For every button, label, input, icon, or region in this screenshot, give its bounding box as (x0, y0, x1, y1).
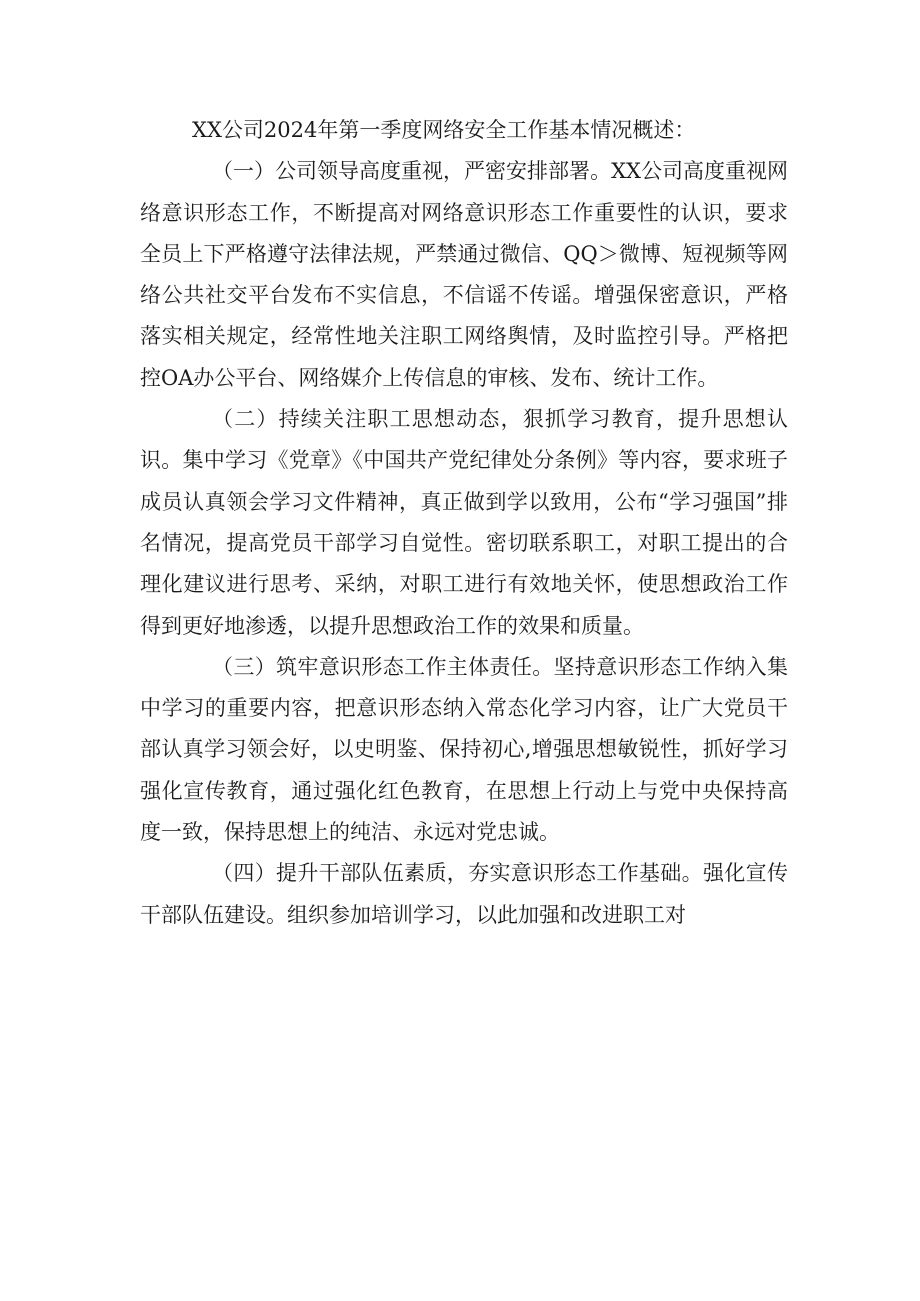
document-title: XX公司2024年第一季度网络安全工作基本情况概述： (192, 118, 696, 142)
paragraph-3: （三）筑牢意识形态工作主体责任。坚持意识形态工作纳入集中学习的重要内容，把意识形态纳入常态化学习内容，让广大党员干部认真学习领会好，以史明鉴、保持初心,增强思想敏锐性，抓好学习强化宣传教育，通过强化红色教育，在思想上行动上与党中央保持高度一致，保持思想上的纯洁、永远对党忠诚。 (140, 654, 788, 845)
paragraph-4: （四）提升干部队伍素质，夯实意识形态工作基础。强化宣传干部队伍建设。组织参加培训学习，以此加强和改进职工对 (140, 861, 788, 927)
document-body (140, 110, 788, 936)
paragraph-1: （一）公司领导高度重视，严密安排部署。XX公司高度重视网络意识形态工作，不断提高对网络意识形态工作重要性的认识，要求全员上下严格遵守法律法规，严禁通过微信、QQ＞微博、短视频等网络公共社交平台发布不实信息，不信谣不传谣。增强保密意识，严格落实相关规定，经常性地关注职工网络舆情，及时监控引导。严格把控OA办公平台、网络媒介上传信息的审核、发布、统计工作。 (140, 159, 788, 390)
paragraph-2: （二）持续关注职工思想动态，狠抓学习教育，提升思想认识。集中学习《党章》《中国共产党纪律处分条例》等内容，要求班子成员认真领会学习文件精神，真正做到学以致用，公布“学习强国”排名情况，提高党员干部学习自觉性。密切联系职工，对职工提出的合理化建议进行思考、采纳，对职工进行有效地关怀，使思想政治工作得到更好地渗透，以提升思想政治工作的效果和质量。 (140, 407, 788, 638)
